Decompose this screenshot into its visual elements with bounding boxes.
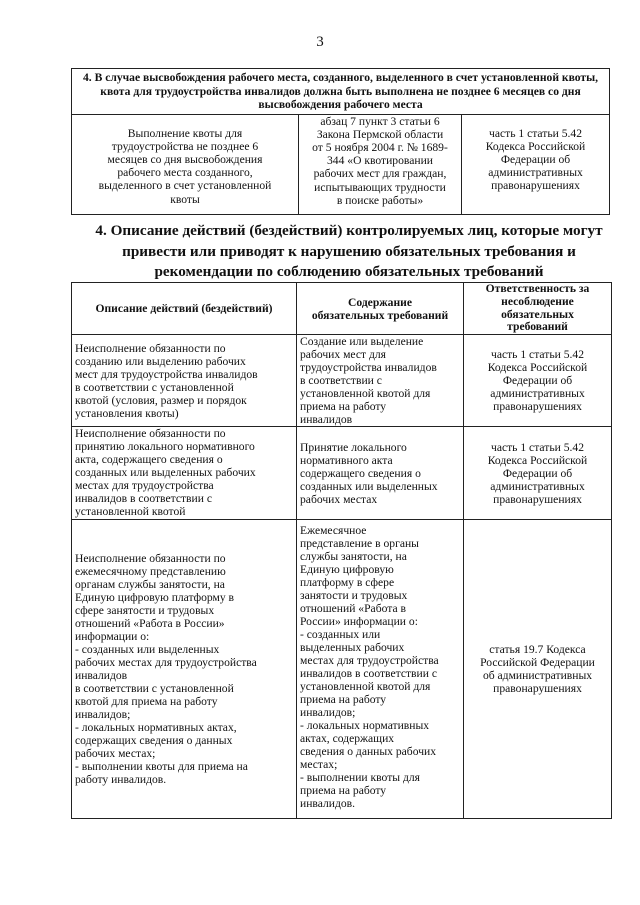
table-row [72, 520, 612, 819]
quota-release-table [71, 68, 610, 215]
row-1-responsibility: часть 1 статьи 5.42 Кодекса Российской Федерации об административных правонарушениях [464, 335, 612, 427]
row-3-responsibility: статья 19.7 Кодекса Российской Федерации об административных правонарушениях [464, 520, 612, 819]
row-3-description: Неисполнение обязанности по ежемесячному представлению органам службы занятости, на Единую цифровую платформу в сфере занятости и трудовых отношений «Работа в России» информации о: - созданных или выделенных рабочих местах для трудоустройства инвалидов в соответствии с установленной квотой для приема на работу инвалидов; - локальных нормативных актах, содержащих сведения о данных рабочих местах; - выполнении квоты для приема на работу инвалидов. [72, 520, 297, 819]
row-2-description: Неисполнение обязанности по принятию локального нормативного акта, содержащего сведения о созданных или выделенных рабочих местах для трудоустройства инвалидов в соответствии с установленной квотой [72, 427, 297, 520]
row-3-requirement: Ежемесячное представление в органы службы занятости, на Единую цифровую платформу в сфере занятости и трудовых отношений «Работа в России» информации о: - созданных или выделенных рабочих местах для трудоустройства инвалидов в соответствии с установленной квотой для приема на работу инвалидов; - локальных нормативных актах, содержащих сведения о данных рабочих местах; - выполнении квоты для приема на работу инвалидов. [297, 520, 464, 819]
table-row [72, 427, 612, 520]
row-2-requirement: Принятие локального нормативного акта содержащего сведения о созданных или выделенных рабочих местах [297, 427, 464, 520]
table-row [72, 114, 610, 214]
page-number: 3 [316, 34, 324, 50]
actions-table [71, 282, 612, 819]
row-2-responsibility: часть 1 статьи 5.42 Кодекса Российской Федерации об административных правонарушениях [464, 427, 612, 520]
header-requirements: Содержание обязательных требований [297, 283, 464, 335]
header-description: Описание действий (бездействий) [72, 283, 297, 335]
section-title: 4. Описание действий (бездействий) контролируемых лиц, которые могут привести или приводят к нарушению обязательных требования и рекомендации по соблюдению обязательных требований [95, 222, 603, 280]
quota-release-description: Выполнение квоты для трудоустройства не позднее 6 месяцев со дня высвобождения рабочего места созданного, выделенного в счет установленной квоты [72, 114, 299, 214]
quota-release-heading: 4. В случае высвобождения рабочего места, созданного, выделенного в счет установленной квоты, квота для трудоустройства инвалидов должна быть выполнена не позднее 6 месяцев со дня высвобождения рабочего места [72, 69, 610, 115]
row-1-requirement: Создание или выделение рабочих мест для трудоустройства инвалидов в соответствии с установленной квотой для приема на работу инвалидов [297, 335, 464, 427]
table-row [72, 335, 612, 427]
quota-release-requirement: абзац 7 пункт 3 статьи 6 Закона Пермской области от 5 ноября 2004 г. № 1689- 344 «О квотировании рабочих мест для граждан, испытывающих трудности в поиске работы» [299, 114, 462, 214]
table-header-row [72, 283, 612, 335]
table-row [72, 69, 610, 115]
row-1-description: Неисполнение обязанности по созданию или выделению рабочих мест для трудоустройства инвалидов в соответствии с установленной квотой (условия, размер и порядок установления квоты) [72, 335, 297, 427]
quota-release-responsibility: часть 1 статьи 5.42 Кодекса Российской Федерации об административных правонарушениях [462, 114, 610, 214]
header-responsibility: Ответственность за несоблюдение обязательных требований [464, 283, 612, 335]
